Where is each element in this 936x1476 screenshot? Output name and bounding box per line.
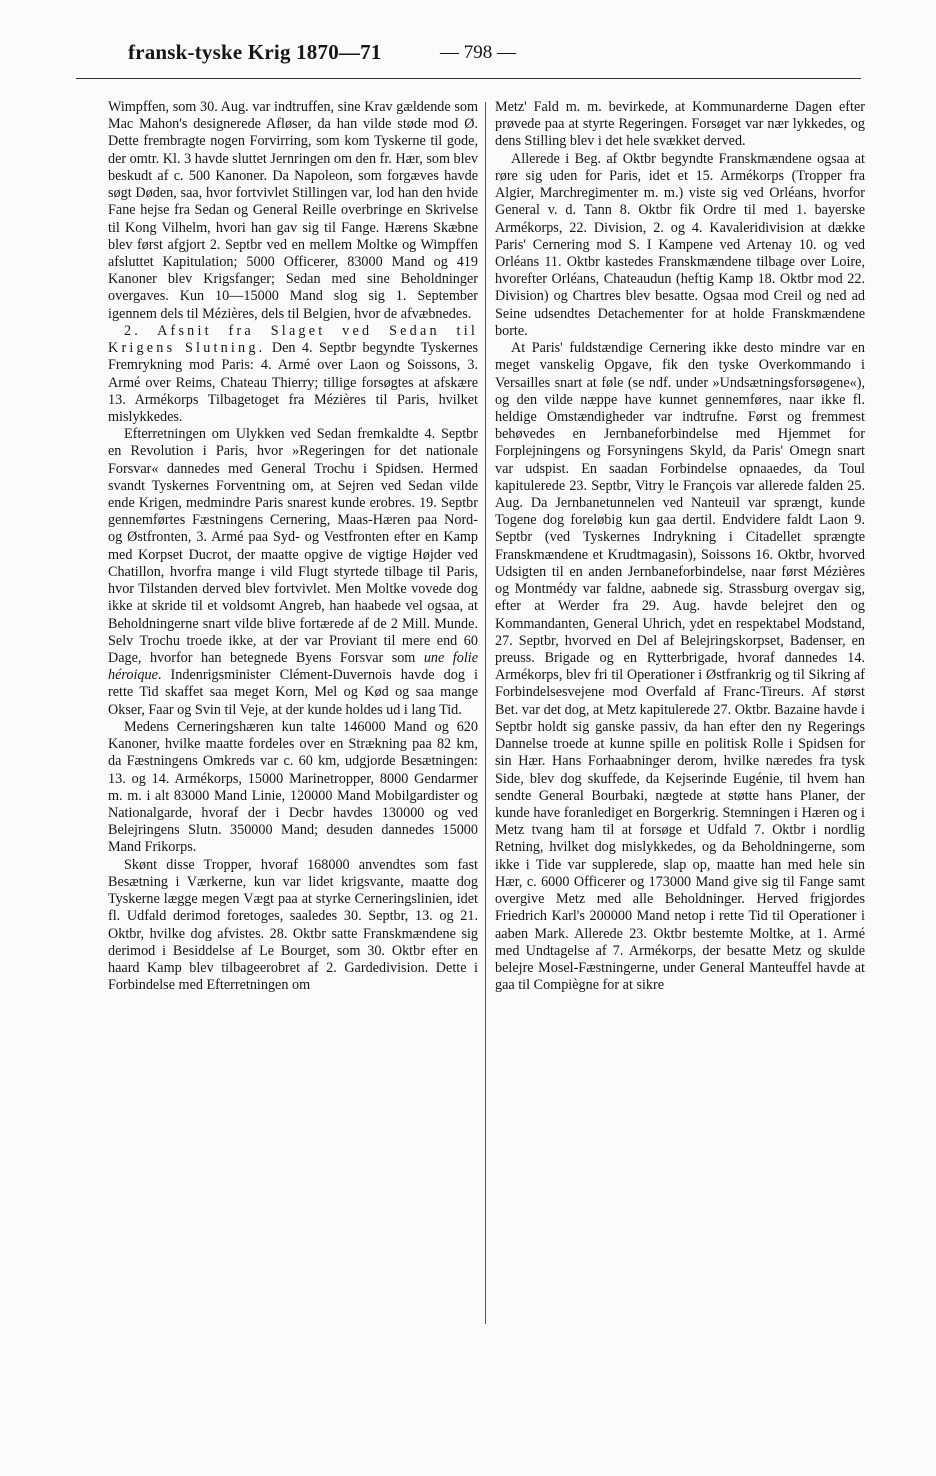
- paragraph: Skønt disse Tropper, hvoraf 168000 anvendtes som fast Besætning i Værkerne, kun var lidet krigsvante, maatte dog Tyskerne lægge megen Vægt paa at styrke Cerneringslinien, idet fl. Udfald derimod foretoges, saaledes 30. Septbr, 13. og 21. Oktbr, hvilke dog afvistes. 28. Oktbr satte Franskmændene sig derimod i Besiddelse af Le Bourget, som 30. Oktbr efter en haard Kamp blev tilbageerobret af 2. Gardedivision. Dette i Forbindelse med Efterretningen om: [108, 856, 478, 994]
- paragraph-text: Efterretningen om Ulykken ved Sedan fremkaldte 4. Septbr en Revolution i Paris, hvor »Regeringen for det nationale Forsvar« dannedes med General Trochu i Spidsen. Hermed svandt Tyskernes Forventning om, at Sejren ved Sedan vilde ende Krigen, medmindre Paris snarest kunde erobres. 19. Septbr gennemførtes Fæstningens Cernering, Maas-Hæren paa Nord- og Østfronten, 3. Armé paa Syd- og Vestfronten efter en Kamp med Korpset Ducrot, der maatte opgive de vigtige Højder ved Chatillon, hvorfra mange i vild Flugt styrtede tilbage til Paris, hvor Tilstanden derved blev fortvivlet. Men Moltke vovede dog ikke at skride til et voldsomt Angreb, han haabede vel ogsaa, at Beholdningerne snart vilde blive fortærede af de 2 Mill. Munde. Selv Trochu troede ikke, at der var Proviant til mere end 60 Dage, hvorfor han betegnede Byens Forsvar som: [108, 426, 478, 666]
- paragraph: Wimpffen, som 30. Aug. var indtruffen, sine Krav gældende som Mac Mahon's designerede Afløser, da han vilde støde mod Ø. Dette frembragte nogen Forvirring, som kom Tyskerne til gode, der omtr. Kl. 3 havde sluttet Jernringen om den fr. Hær, som blev beskudt af c. 500 Kanoner. Da Napoleon, som forgæves havde søgt Døden, saa, hvor fortvivlet Stillingen var, lod han den hvide Fane hejse fra Sedan og General Reille overbringe en Skrivelse til Kong Vilhelm, hvori han gav sig til Fange. Hærens Skæbne blev først afgjort 2. Septbr ved en mellem Moltke og Wimpffen afsluttet Kapitulation; 5000 Officerer, 83000 Mand og 419 Kanoner blev Krigsfanger; Sedan med sine Beholdninger overgaves. Kun 10—15000 Mand slog sig 1. September igennem dels til Mézières, dels til Belgien, hvor de afvæbnedes.: [108, 99, 478, 322]
- paragraph: Medens Cerneringshæren kun talte 146000 Mand og 620 Kanoner, hvilke maatte fordeles over en Strækning paa 82 km, da Fæstningens Omkreds var c. 60 km, udgjorde Besætningen: 13. og 14. Armékorps, 15000 Marinetropper, 8000 Gendarmer m. m. i alt 83000 Mand Linie, 120000 Mand Mobilgardister og Nationalgarde, hvoraf der i Decbr havdes 130000 og ved Belejringens Slutn. 350000 Mand; desuden dannedes 15000 Mand Frikorps.: [108, 718, 478, 856]
- header-title: fransk-tyske Krig 1870—71: [128, 40, 382, 64]
- section-text: Den 4. Septbr begyndte Tyskernes Fremrykning mod Paris: 4. Armé over Laon og Soissons, 3. Armé over Reims, Chateau Thierry; tillige forsøgtes at afskære 13. Armékorps Tilbagetoget fra Mézières til Paris, hvilket mislykkedes.: [108, 340, 478, 425]
- italic-quote: une folie héroique: [108, 650, 479, 684]
- paragraph: [108, 426, 478, 719]
- paragraph: Allerede i Beg. af Oktbr begyndte Franskmændene ogsaa at røre sig uden for Paris, idet et 15. Armékorps (Tropper fra Algier, Marchregimenter m. m.) viste sig ved Orléans, hvorfor General v. d. Tann 8. Oktbr fik Ordre til med 1. bayerske Armékorps, 22. Division, 2. og 4. Kavaleridivision at dække Paris' Cernering mod S. I Kampene ved Artenay 10. og ved Orléans 11. Oktbr kastedes Franskmændene tilbage over Loire, hvorefter Orléans, Chateaudun (heftig Kamp 18. Oktbr mod 22. Division) og Chartres blev besatte. Ogsaa mod Creil og ned ad Seine udsendtes Detachementer for at holde Franskmændene borte.: [495, 150, 865, 339]
- paragraph-text: . Indenrigsminister Clément-Duvernois havde dog i rette Tid skaffet saa meget Korn, Mel og Kød og saa mange Okser, Faar og Svin til Veje, at der kunde holdes ud i lang Tid.: [108, 667, 478, 718]
- paragraph: At Paris' fuldstændige Cernering ikke desto mindre var en meget vanskelig Opgave, fik den tyske Overkommando i Versailles snart at føle (se ndf. under »Undsætningsforsøgene«), og den vilde næppe have kunnet gennemføres, naar ikke fl. heldige Omstændigheder var indtrufne. Først og fremmest behøvedes en Jernbaneforbindelse med Hjemmet for Forplejningens og Forsyningens Skyld, da Paris' Omegn snart var udspist. En saadan Forbindelse opnaaedes, da Toul kapitulerede 23. Septbr, Vitry le François var allerede falden 25. Aug. Da Jernbanetunnelen ved Nanteuil var sprængt, kunde Togene dog foreløbig kun gaa dertil. Endvidere faldt Laon 9. Septbr (ved Tyskernes Indrykning i Citadellet sprængte Franskmændene et Krudtmagasin), Soissons 16. Oktbr, hvorved Udsigten til en anden Jernbaneforbindelse, naar først Mézières og Montmédy var faldne, aabnede sig. Strassburg overgav sig, efter at Werder fra 29. Aug. havde belejret den og Kommandanten, General Uhrich, ydet en respektabel Modstand, 27. Septbr, hvorved en Del af Belejringskorpset, Badenser, en preuss. Brigade og en Rytterbrigade, hvoraf dannedes 14. Armékorps, blev fri til Operationer i Østfrankrig og til Sikring af Forbindelsesvejene mod Overfald af Franc-Tireurs. Af størst Bet. var det dog, at Metz kapitulerede 27. Oktbr. Bazaine havde i Septbr holdt sig ganske passiv, da han efter den ny Regerings Dannelse troede at kunne spille en politisk Rolle i Spidsen for sin Hær. Hans Forhaabninger derom, hvilke næredes fra tysk Side, blev dog skuffede, da Kejserinde Eugénie, til hvem han sendte General Bourbaki, nægtede at støtte hans Planer, der kunde have foranlediget en Borgerkrig. Stemningen i Hæren og i Metz tvang ham til at forsøge et Udfald 7. Oktbr i nordlig Retning, hvilket dog mislykkedes, og da Beholdningerne, som ikke i Tide var supplerede, slap op, maatte han med hele sin Hær, c. 6000 Officerer og 173000 Mand give sig til Fange samt overgive Metz med alle Beholdninger. Herved frigjordes Friedrich Karl's 200000 Mand netop i rette Tid til Operationer i aaben Mark. Allerede 23. Oktbr bestemte Moltke, at 1. Armé med Undtagelse af 7. Armékorps, der besatte Metz og skulde belejre Mosel-Fæstningerne, under General Manteuffel havde at gaa til Compiègne for at sikre: [495, 340, 865, 994]
- page-number: — 798 —: [440, 42, 516, 63]
- left-column: [108, 99, 478, 994]
- paragraph: Metz' Fald m. m. bevirkede, at Kommunarderne Dagen efter prøvede paa at styrte Regeringen. Forsøget var nær lykkedes, og dens Stilling blev i det hele svækket derved.: [495, 99, 865, 150]
- right-column: [495, 99, 865, 994]
- column-divider: [485, 102, 486, 1324]
- header-rule: [76, 78, 861, 79]
- section-paragraph: [108, 323, 478, 426]
- running-header: [128, 40, 868, 80]
- section-heading: 2. Afsnit fra Slaget ved Sedan til Krigens Slutning.: [108, 322, 478, 357]
